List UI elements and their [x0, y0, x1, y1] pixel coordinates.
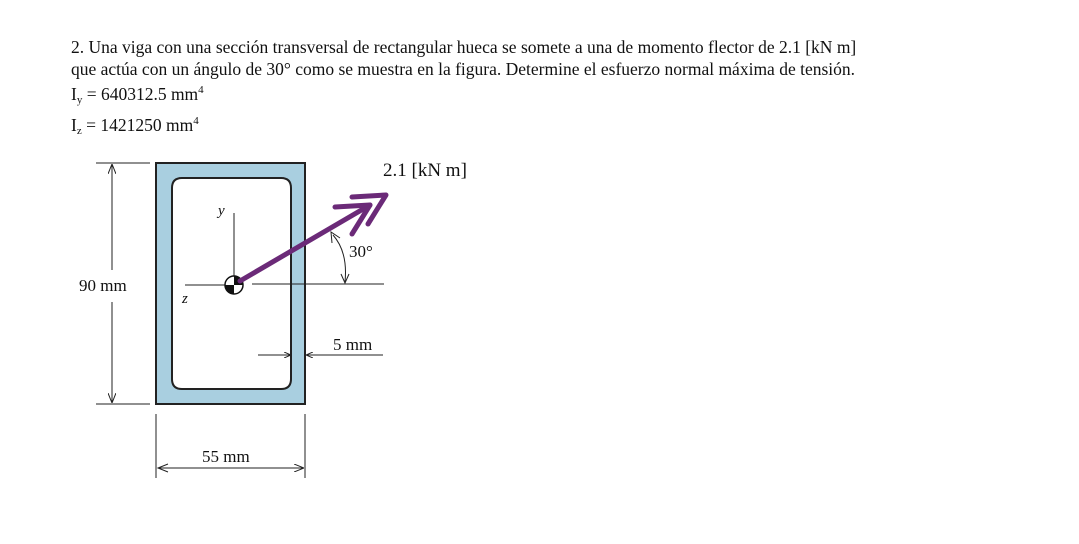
- iy-symbol: I: [71, 84, 77, 104]
- iz-symbol: I: [71, 115, 77, 135]
- height-label: 90 mm: [79, 276, 127, 295]
- width-label: 55 mm: [202, 447, 250, 466]
- iz-value: = 1421250 mm: [86, 115, 194, 135]
- iy-exponent: 4: [198, 84, 204, 96]
- iy-subscript: y: [76, 94, 83, 106]
- moment-label: 2.1 [kN m]: [383, 160, 467, 181]
- problem-line-1: 2. Una viga con una sección transversal de rectangular hueca se somete a una de momento flector de 2.1 [kN m]: [71, 37, 857, 57]
- iz-exponent: 4: [193, 115, 199, 127]
- thickness-label: 5 mm: [333, 335, 373, 354]
- angle-arc: [333, 235, 346, 282]
- iy-value: = 640312.5 mm: [86, 84, 199, 104]
- problem-line-2: que actúa con un ángulo de 30° como se muestra en la figura. Determine el esfuerzo normal máxima de tensión.: [71, 59, 856, 79]
- z-axis-label: z: [182, 291, 188, 307]
- angle-label: 30°: [349, 242, 373, 261]
- iz-subscript: z: [76, 125, 82, 137]
- y-axis-label: y: [218, 203, 225, 219]
